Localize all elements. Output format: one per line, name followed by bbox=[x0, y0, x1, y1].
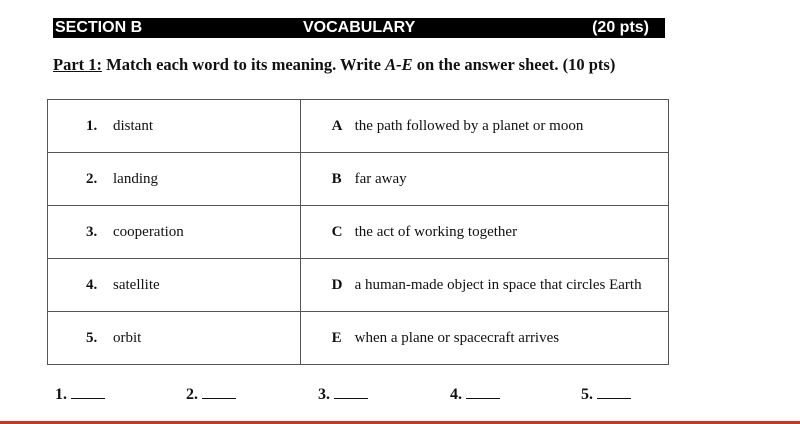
word-text: cooperation bbox=[113, 223, 184, 240]
instruction-text-post: on the answer sheet. (10 pts) bbox=[412, 55, 616, 74]
answer-slot-2 bbox=[186, 384, 236, 404]
word-text: landing bbox=[113, 170, 158, 187]
meaning-cell bbox=[300, 312, 668, 365]
meaning-text: the path followed by a planet or moon bbox=[354, 117, 584, 134]
answer-slot-4 bbox=[450, 384, 500, 404]
meaning-letter: C bbox=[331, 223, 343, 240]
answer-number: 1. bbox=[55, 386, 67, 403]
meaning-text: when a plane or spacecraft arrives bbox=[354, 329, 560, 346]
meaning-letter: D bbox=[331, 276, 343, 293]
section-points: (20 pts) bbox=[592, 19, 649, 36]
table-row bbox=[48, 100, 669, 153]
answer-number: 2. bbox=[186, 386, 198, 403]
part-instruction bbox=[53, 55, 615, 75]
instruction-range: A-E bbox=[385, 55, 413, 74]
table-row bbox=[48, 312, 669, 365]
word-text: orbit bbox=[113, 329, 142, 346]
answer-number: 4. bbox=[450, 386, 462, 403]
word-number: 5. bbox=[86, 329, 98, 346]
meaning-letter: A bbox=[331, 117, 343, 134]
meaning-cell bbox=[300, 100, 668, 153]
meaning-text: the act of working together bbox=[354, 223, 518, 240]
meaning-letter: E bbox=[331, 329, 342, 346]
word-cell bbox=[48, 206, 301, 259]
table-row bbox=[48, 259, 669, 312]
word-cell bbox=[48, 259, 301, 312]
word-cell bbox=[48, 100, 301, 153]
answer-slot-1 bbox=[55, 384, 105, 404]
answer-blank[interactable] bbox=[597, 384, 631, 399]
meaning-text: a human-made object in space that circles Earth bbox=[354, 276, 642, 293]
word-number: 4. bbox=[86, 276, 98, 293]
meaning-text: far away bbox=[354, 170, 407, 187]
meaning-cell bbox=[300, 259, 668, 312]
section-title: VOCABULARY bbox=[303, 19, 416, 36]
answer-blank[interactable] bbox=[466, 384, 500, 399]
instruction-text-pre: Match each word to its meaning. Write bbox=[102, 55, 386, 74]
answer-number: 3. bbox=[318, 386, 330, 403]
word-cell bbox=[48, 312, 301, 365]
answer-blank[interactable] bbox=[202, 384, 236, 399]
meaning-cell bbox=[300, 153, 668, 206]
section-header-bar bbox=[53, 18, 665, 38]
answer-slot-3 bbox=[318, 384, 368, 404]
answer-number: 5. bbox=[581, 386, 593, 403]
table-row bbox=[48, 153, 669, 206]
word-cell bbox=[48, 153, 301, 206]
answer-blank[interactable] bbox=[71, 384, 105, 399]
meaning-letter: B bbox=[331, 170, 342, 187]
word-number: 1. bbox=[86, 117, 98, 134]
answer-slot-5 bbox=[581, 384, 631, 404]
matching-table bbox=[47, 99, 669, 365]
part-label: Part 1: bbox=[53, 55, 103, 74]
meaning-cell bbox=[300, 206, 668, 259]
word-number: 2. bbox=[86, 170, 98, 187]
word-text: satellite bbox=[113, 276, 160, 293]
section-label: SECTION B bbox=[55, 19, 143, 36]
word-text: distant bbox=[113, 117, 153, 134]
table-row bbox=[48, 206, 669, 259]
answer-blank[interactable] bbox=[334, 384, 368, 399]
word-number: 3. bbox=[86, 223, 98, 240]
